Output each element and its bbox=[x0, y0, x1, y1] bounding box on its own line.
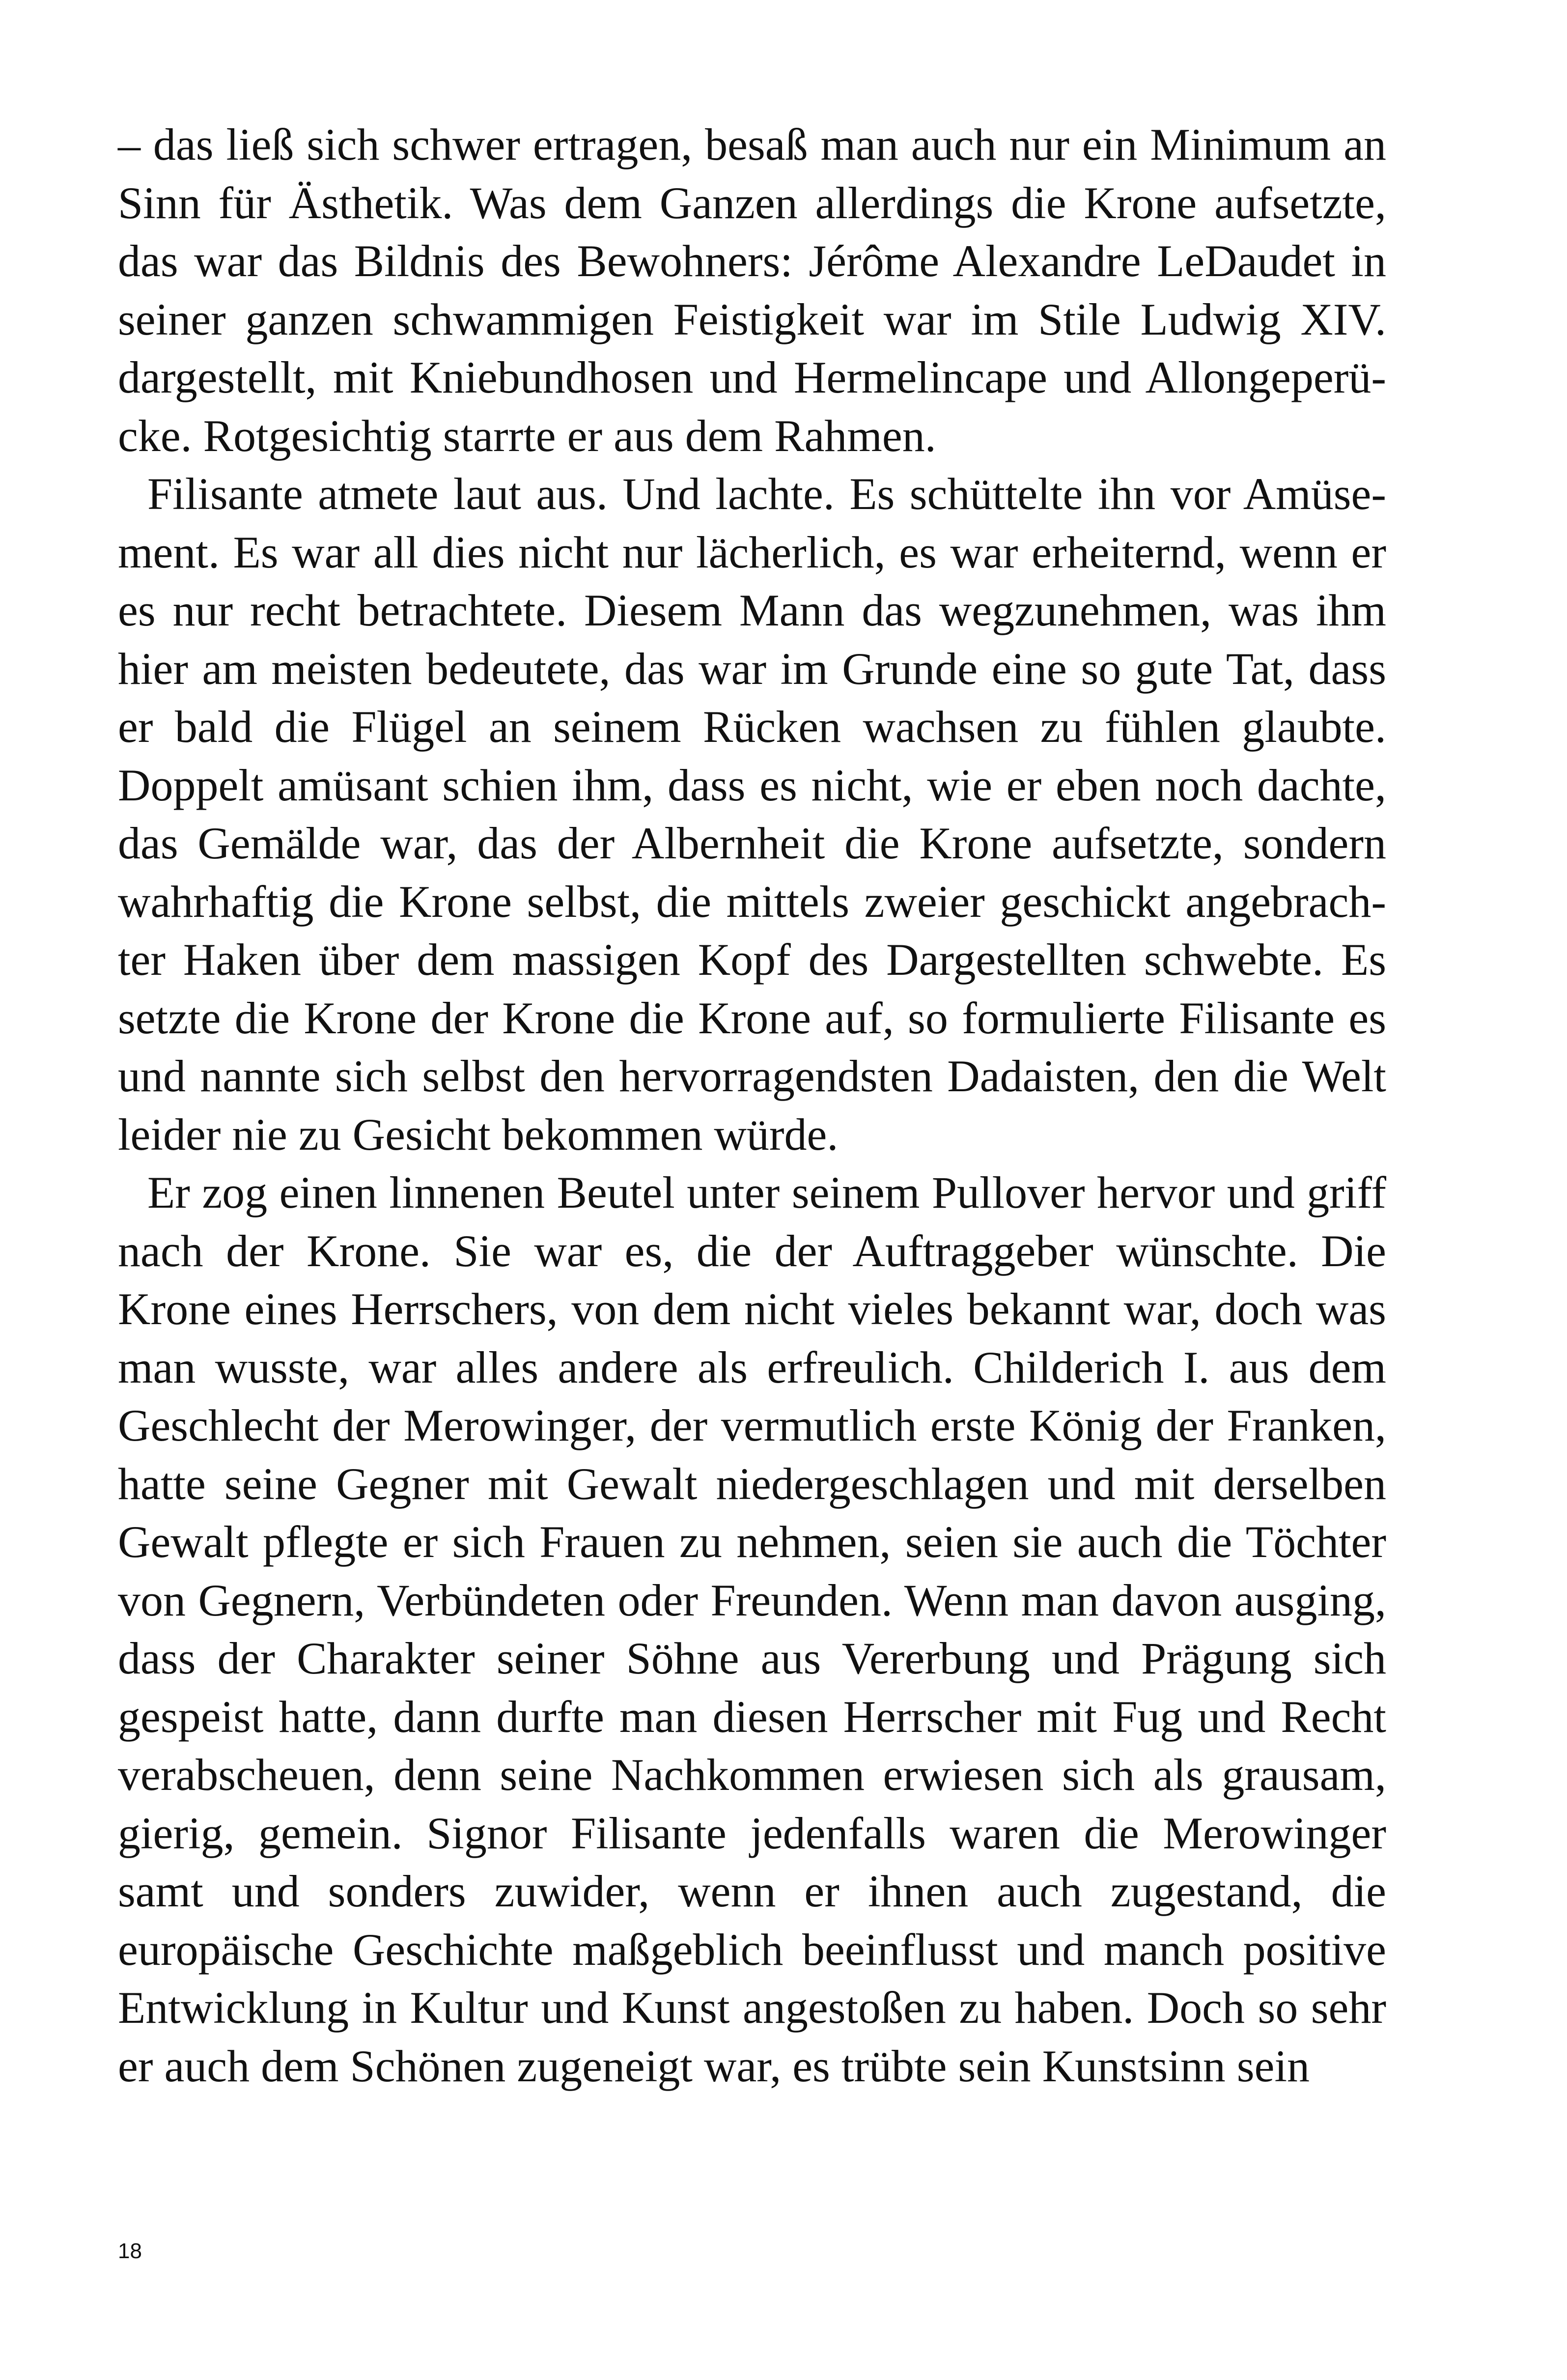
paragraph-2: Filisante atmete laut aus. Und lachte. Es schüttelte ihn vor Amüsement. Es war all dies nicht nur lächerlich, es war erheiternd, wenn er es nur recht betrachtete. Diesem Mann das wegzunehmen, was ihm hier am meisten bedeutete, das war im Grunde eine so gute Tat, dass er bald die Flügel an seinem Rücken wachsen zu fühlen glaubte. Doppelt amüsant schien ihm, dass es nicht, wie er eben noch dachte, das Gemälde war, das der Albernheit die Krone aufsetzte, sondern wahrhaftig die Krone selbst, die mittels zweier geschickt angebrachter Haken über dem massigen Kopf des Dargestellten schwebte. Es setzte die Krone der Krone die Krone auf, so formulierte Filisante es und nannte sich selbst den hervorragendsten Dadaisten, den die Welt leider nie zu Gesicht bekommen würde. bbox=[118, 469, 1386, 1160]
body-text bbox=[118, 115, 1386, 2095]
paragraph-1: – das ließ sich schwer ertragen, besaß man auch nur ein Minimum an Sinn für Ästhetik. Was dem Ganzen allerdings die Krone aufsetzte, das war das Bildnis des Bewohners: Jérôme Alexandre LeDaudet in seiner ganzen schwammigen Feistigkeit war im Stile Ludwig XIV. dargestellt, mit Kniebundhosen und Hermelincape und Allongeperücke. Rotgesichtig starrte er aus dem Rahmen. bbox=[118, 119, 1386, 461]
paragraph-3: Er zog einen linnenen Beutel unter seinem Pullover hervor und griff nach der Krone. Sie war es, die der Auftraggeber wünschte. Die Krone eines Herrschers, von dem nicht vieles bekannt war, doch was man wusste, war alles andere als erfreulich. Childerich I. aus dem Geschlecht der Merowinger, der vermutlich erste König der Franken, hatte seine Gegner mit Gewalt niedergeschlagen und mit derselben Gewalt pflegte er sich Frauen zu nehmen, seien sie auch die Töchter von Gegnern, Verbündeten oder Freunden. Wenn man davon ausging, dass der Charakter seiner Söhne aus Vererbung und Prägung sich gespeist hatte, dann durfte man diesen Herrscher mit Fug und Recht verabscheuen, denn seine Nachkommen erwiesen sich als grausam, gierig, gemein. Signor Filisante jedenfalls waren die Merowinger samt und sonders zuwider, wenn er ihnen auch zugestand, die europäische Geschichte maßgeblich beeinflusst und manch positive Entwicklung in Kultur und Kunst angestoßen zu haben. Doch so sehr er auch dem Schönen zugeneigt war, es trübte sein Kunstsinn sein bbox=[118, 1167, 1386, 2091]
page-number: 18 bbox=[118, 2239, 142, 2263]
